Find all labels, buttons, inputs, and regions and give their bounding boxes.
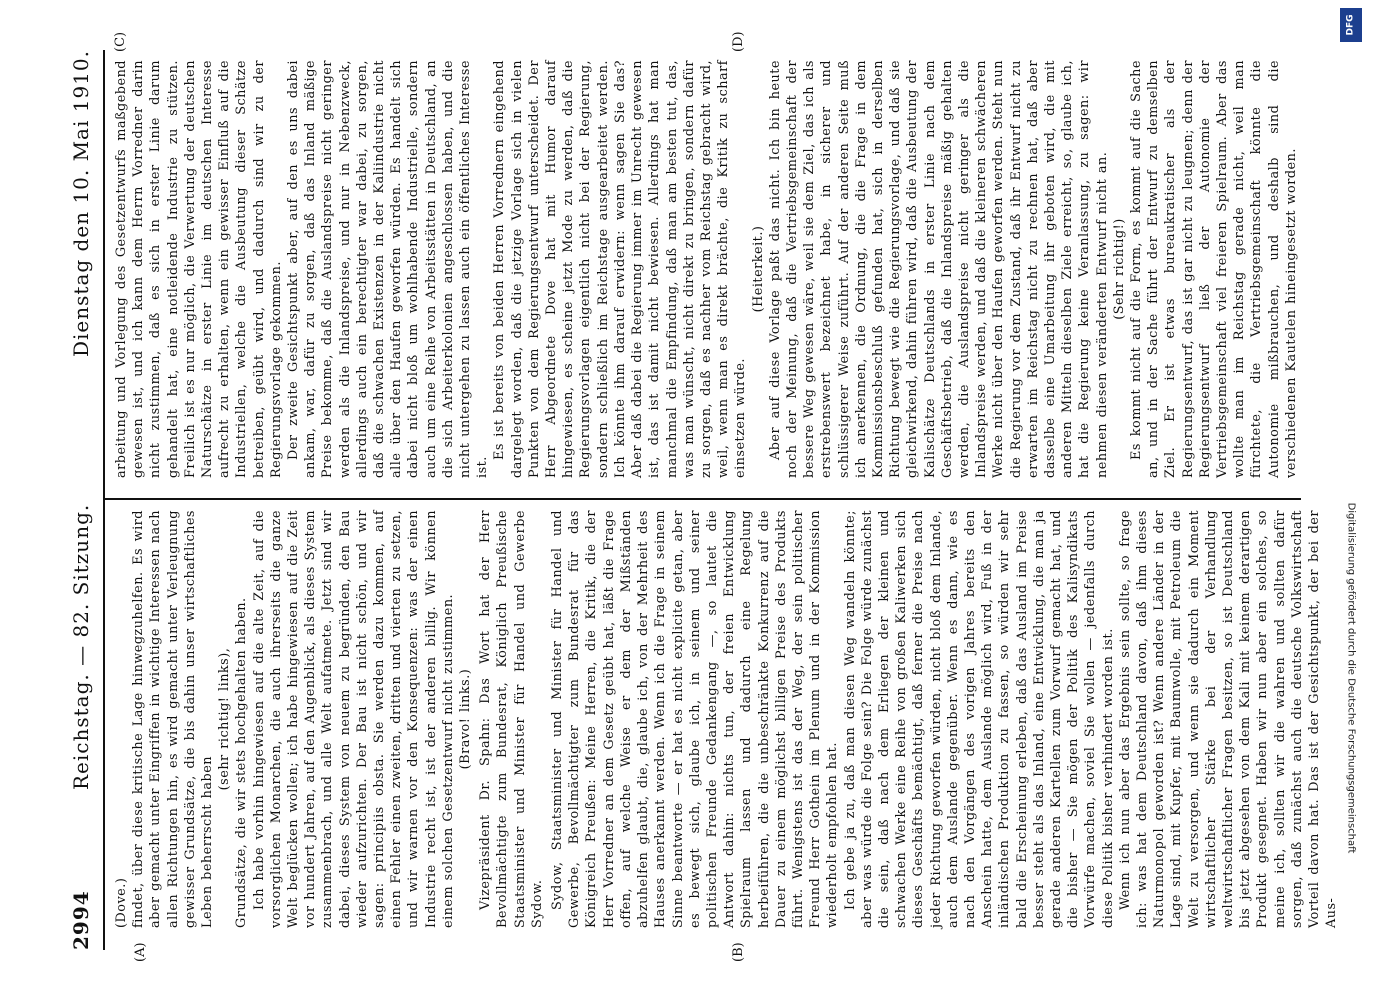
dfg-logo-text: DFG [1345,14,1356,36]
session-title: Reichstag. — 82. Sitzung. [69,503,93,790]
interjection: (Sehr richtig!) [1111,218,1127,320]
paragraph: Ich gebe ja zu, daß man diesen Weg wandeln könnte; aber was würde die Folge sein? Die Folge würde zunächst die sein, daß nach dem Erliegen der kleinen und schwachen Werke eine Reihe von großen Kaliwerken sich dieses Geschäfts bemächtigt, daß ferner die Preise nach jeder Richtung geworfen würden, nicht bloß dem Inlande, auch dem Auslande gegenüber. Wenn es dann, wie es nach den Vorgängen des vorigen Jahres bereits den Anschein hatte, dem Auslande möglich wird, Fuß in der inländischen Produktion zu fassen, so würden wir sehr bald die Erscheinung erleben, daß das Ausland im Preise besser steht als das Inland, eine Entwicklung, die man ja gerade anderen Kartellen zum Vorwurf gemacht hat, und die bisher — Sie mögen der Politik des Kalisyndikats Vorwürfe machen, soviel Sie wollen — jedenfalls durch diese Politik bisher verhindert worden ist. [842,510,1116,928]
interjection: (sehr richtig! links), [217,647,233,791]
interjection: (Heiterkeit.) [750,225,766,313]
paragraph: Wenn ich nun aber das Ergebnis sein sollte, so frage ich: was hat dem Deutschland davon, daß ihm dieses Naturmonopol geworden ist? Wenn andere Länder in der Lage sind, mit Kupfer, mit Baumwolle, mit Petroleum die Welt zu versorgen, und wenn sie dadurch ein Moment wirtschaftlicher Stärke bei der Verhandlung weltwirtschaftlicher Fragen besitzen, so ist Deutschland bis jetzt abgesehen von dem Kali mit keinem derartigen Produkt gesegnet. Haben wir nun aber ein solches, so meine ich, sollten wir die wahren und sollten dafür sorgen, daß zunächst auch die deutsche Volkswirtschaft Vorteil davon hat. Das ist der Gesichtspunkt, der bei der Aus- [1117,510,1340,928]
dfg-funding-note [1342,368,1360,988]
paragraph: Sydow, Staatsminister und Minister für Handel und Gewerbe, Bevollmächtigter zum Bundesrat für das Königreich Preußen: Meine Herren, die Kritik, die der Herr Vorredner an dem Gesetz geübt hat, läßt die Frage offen, auf welche Weise er dem der Mißständen abzuhelfen glaubt, die, glaube ich, von der Mehrheit des Hauses anerkannt werden. Wenn ich die Frage in seinem Sinne beantworte — er hat es nicht explicite getan, aber es bewegt sich, glaube ich, in seinem und seiner politischen Freunde Gedankengang —, so lautet die Antwort dahin: nichts tun, der freien Entwicklung Spielraum lassen und dadurch eine Regelung herbeiführen, die die unbeschränkte Konkurrenz auf die Dauer zu einem möglichst billigen Preise des Produkts führt. Wenigstens ist das der Weg, der sein politischer Freund Herr Gothein im Plenum und in der Kommission wiederholt empfohlen hat. [550,510,841,928]
margin-mark-c: (C) [113,31,128,52]
paragraph: Es ist bereits von beiden Herren Vorrednern eingehend dargelegt worden, daß die jetzige Vorlage sich in vielen Punkten von dem Regierungsentwurf unterscheidet. Der Herr Abgeordnete Dove hat mit Humor darauf hingewiesen, es scheine jetzt Mode zu werden, daß die Regierungsvorlagen eigentlich nicht bei der Regierung, sondern schließlich im Reichstage ausgearbeitet werden. Ich könnte ihm darauf erwidern: wenn sagen Sie das? Aber daß dabei die Regierung immer im Unrecht gewesen ist, das ist damit nicht bewiesen. Allerdings hat man manchmal die Empfindung, daß man am besten tut, das, was man wünscht, nicht direkt zu bringen, sondern dafür zu sorgen, daß es nachher vom Reichstag gebracht wird, weil, wenn man es direkt brächte, die Kritik zu scharf einsetzen würde. [492,60,749,478]
dfg-funding-text: Digitalisierung gefördert durch die Deutsche Forschungsgemeinschaft [1345,502,1357,854]
dfg-sidebar [1340,8,1362,988]
margin-mark-b: (B) [731,942,746,962]
interjection: (Bravo! links.) [458,668,474,770]
paragraph: Vizepräsident Dr. Spahn: Das Wort hat der Herr Bevollmächtigte zum Bundesrat, Königlich Preußische Staatsminister und Minister für Handel und Gewerbe Sydow. [478,510,545,928]
column-divider [103,498,1301,500]
right-column [113,60,1300,478]
paragraph: Es kommt nicht auf die Form, es kommt auf die Sache an, und in der Sache führt der Entwurf zu demselben Ziel. Er ist etwas bureaukratischer als der Regierungsentwurf, das ist gar nicht zu leugnen; denn der Regierungsentwurf ließ der Autonomie der Vertriebsgemeinschaft viel freieren Spielraum. Aber das wollte man im Reichstag gerade nicht, weil man fürchtete, die Vertriebsgemeinschaft könnte die Autonomie mißbrauchen, und deshalb sind die verschiedenen Kautelen hineingesetzt worden. [1128,60,1299,478]
paragraph: Der zweite Gesichtspunkt aber, auf den es uns dabei ankam, war, dafür zu sorgen, daß das Inland mäßige Preise bekomme, daß die Auslandspreise nicht geringer werden als die Inlandspreise, und nur in Nebenzweck, allerdings auch ein berechtigter war dabei, zu sorgen, daß die schwachen Existenzen in der Kaliindustrie nicht alle über den Haufen geworfen würden. Es handelt sich dabei nicht bloß um wohlhabende Industrielle, sondern auch um eine Reihe von Arbeitsstätten in Deutschland, an die sich Arbeiterkolonien angeschlossen haben, und die nicht untergehen zu lassen auch ein öffentliches Interesse ist. [286,60,491,478]
page-header [69,50,99,950]
paragraph: Grundsätze, die wir stets hochgehalten haben. [234,597,250,928]
paragraph: arbeitung und Vorlegung des Gesetzentwurfs maßgebend gewesen ist, und ich kann dem Herrn Vorredner darin nicht zustimmen, daß es sich in erster Linie darum gehandelt hat, eine notleidende Industrie zu stützen. Freilich ist es nur möglich, die Verwertung der deutschen Naturschätze in erster Linie im deutschen Interesse aufrecht zu erhalten, wenn ein gewisser Einfluß auf die Industriellen, welche die Ausbeutung dieser Schätze betreiben, geübt wird, und dadurch sind wir zu der Regierungsvorlage gekommen. [114,60,284,478]
paragraph: findet, über diese kritische Lage hinwegzuhelfen. Es wird aber gemacht unter Eingriffen in wichtige Interessen nach allen Richtungen hin, es wird gemacht unter Verleugnung gewisser Grundsätze, die bis dahin unser wirtschaftliches Leben beherrscht haben [131,510,216,928]
dfg-logo [1340,8,1362,42]
margin-mark-d: (D) [731,31,746,52]
margin-mark-a: (A) [133,942,148,962]
paragraph: Ich habe vorhin hingewiesen auf die alte Zeit, auf die vorsorglichen Monarchen, die auch ihrerseits die ganze Welt beglücken wollen; ich habe hingewiesen auf die Zeit vor hundert Jahren, auf den Augenblick, als dieses System zusammenbrach, und alle Welt aufatmete. Jetzt sind wir dabei, dieses System von neuem zu begründen, den Bau wieder aufzurichten. Der Bau ist nicht schön, und wir sagen: principiis obsta. Sie werden dazu kommen, auf einen Fehler einen zweiten, dritten und vierten zu setzen, und wir warnen vor den Konsequenzen: was der einen Industrie recht ist, ist der anderen billig. Wir können einem solchen Gesetzentwurf nicht zustimmen. [251,510,456,928]
rotated-page [41,20,1341,980]
header-rule [103,50,105,950]
left-column [113,510,1340,928]
paragraph: Aber auf diese Vorlage paßt das nicht. Ich bin heute noch der Meinung, daß die Vertriebsgemeinschaft der bessere Weg gewesen wäre, weil sie dem Ziel, das ich als erstrebenswert bezeichnet habe, in sicherer und schlüssigerer Weise zuführt. Auf der anderen Seite muß ich anerkennen, die Ordnung, die die Frage in dem Kommissionsbeschluß gefunden hat, sich in derselben Richtung bewegt wie die Regierungsvorlage, und daß sie gleichwirkend, dahin führen wird, daß die Ausbeutung der Kalischätze Deutschlands in erster Linie nach dem Geschäftsbetrieb, daß die Inlandspreise mäßig gehalten werden, die Auslandspreise nicht geringer als die Inlandspreise werden, und daß die kleineren schwächeren Werke nicht über den Haufen geworfen werden. Steht nun die Regierung vor dem Zustand, daß ihr Entwurf nicht zu erwarten im Reichstag nicht zu rechnen hat, daß aber dasselbe eine Umarbeitung ihr geboten wird, die mit anderen Mitteln dieselben Ziele erreicht, so, glaube ich, hat die Regierung keine Veranlassung, zu sagen: wir nehmen diesen veränderten Entwurf nicht an. [767,60,1110,478]
speaker-tag: (Dove.) [114,877,129,928]
page-number: 2994 [69,890,93,950]
session-date: Dienstag den 10. Mai 1910. [69,50,93,357]
